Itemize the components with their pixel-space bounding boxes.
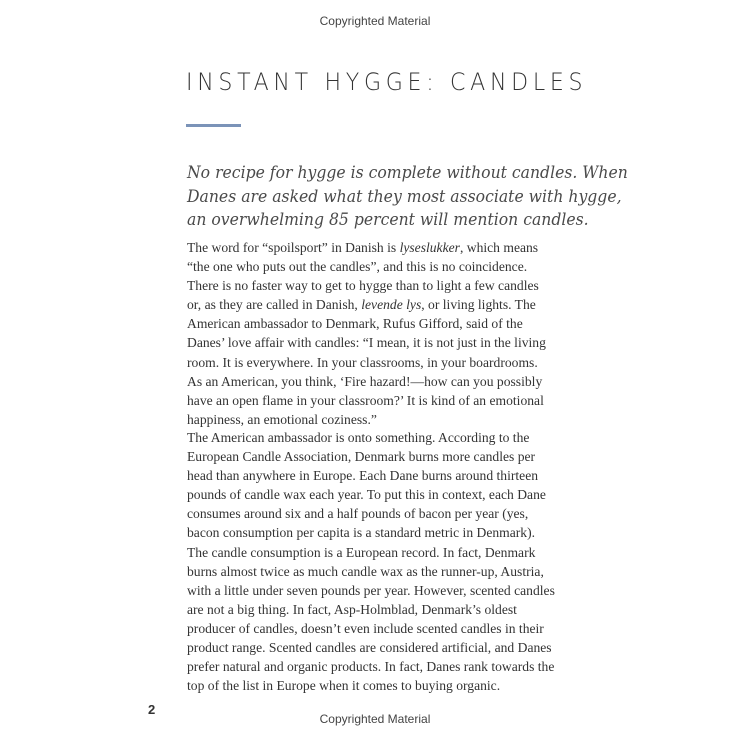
- text-line: with a little under seven pounds per year. However, scented candles: [187, 582, 555, 598]
- chapter-title: INSTANT HYGGE: CANDLES: [186, 68, 588, 96]
- body-paragraph-2: [187, 428, 567, 695]
- text-line: consumes around six and a half pounds of bacon per year (yes,: [187, 506, 529, 522]
- text-line: head than anywhere in Europe. Each Dane burns around thirteen: [187, 468, 539, 484]
- text-line: product range. Scented candles are considered artificial, and Danes: [187, 640, 552, 656]
- text-line: prefer natural and organic products. In fact, Danes rank towards the: [187, 659, 555, 675]
- body-paragraph-1: [187, 238, 567, 429]
- text-line: American ambassador to Denmark, Rufus Gifford, said of the: [187, 316, 523, 332]
- text-line: European Candle Association, Denmark burns more candles per: [187, 449, 536, 465]
- text-line: bacon consumption per capita is a standard metric in Denmark).: [187, 525, 536, 541]
- text-line: Danes are asked what they most associate with hygge,: [187, 186, 622, 207]
- text-line: burns almost twice as much candle wax as the runner-up, Austria,: [187, 563, 544, 579]
- copyright-watermark-bottom: Copyrighted Material: [319, 712, 431, 726]
- copyright-watermark-top: Copyrighted Material: [319, 14, 431, 28]
- text-line: No recipe for hygge is complete without candles. When: [187, 163, 628, 183]
- text-line: The word for “spoilsport” in Danish is lyseslukker, which means: [187, 240, 539, 255]
- intro-paragraph: [187, 162, 628, 233]
- text-line: have an open flame in your classroom?’ It is kind of an emotional: [187, 392, 544, 408]
- text-line: Danes’ love affair with candles: “I mean, it is not just in the living: [187, 335, 546, 351]
- text-line: “the one who puts out the candles”, and this is no coincidence.: [187, 259, 528, 275]
- text-line: producer of candles, doesn’t even include scented candles in their: [187, 620, 544, 636]
- text-line: are not a big thing. In fact, Asp-Holmblad, Denmark’s oldest: [187, 601, 517, 617]
- text-line: As an American, you think, ‘Fire hazard!—how can you possibly: [187, 373, 543, 389]
- text-line: room. It is everywhere. In your classrooms, in your boardrooms.: [187, 354, 538, 370]
- text-line: top of the list in Europe when it comes to buying organic.: [187, 678, 501, 694]
- text-line: or, as they are called in Danish, levende lys, or living lights. The: [187, 297, 536, 313]
- title-divider: [186, 124, 241, 127]
- text-line: The American ambassador is onto something. According to the: [187, 430, 530, 445]
- page-number: 2: [148, 702, 156, 717]
- text-line: There is no faster way to get to hygge than to light a few candles: [187, 278, 539, 294]
- text-line: happiness, an emotional coziness.”: [187, 411, 377, 427]
- text-line: pounds of candle wax each year. To put this in context, each Dane: [187, 487, 546, 503]
- text-line: an overwhelming 85 percent will mention candles.: [187, 210, 589, 230]
- text-line: The candle consumption is a European record. In fact, Denmark: [187, 544, 536, 560]
